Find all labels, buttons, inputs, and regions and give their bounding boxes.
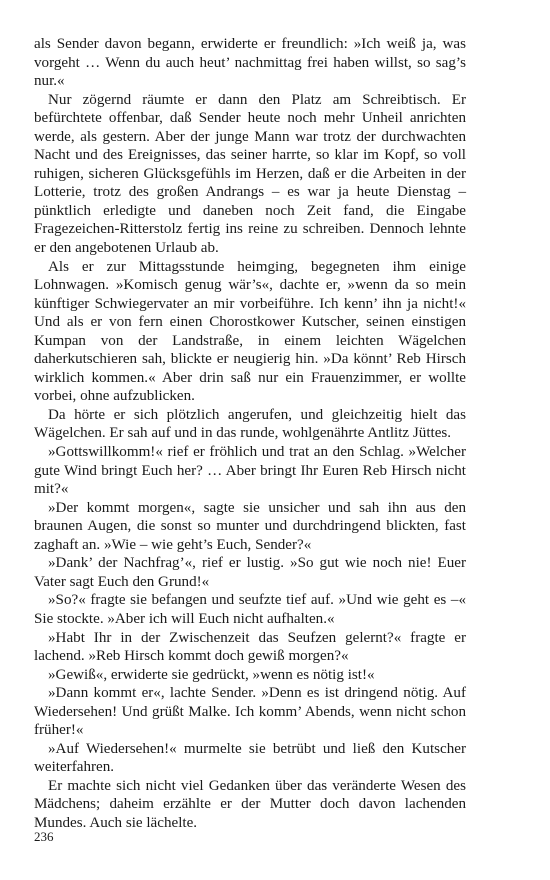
paragraph: Er machte sich nicht viel Gedanken über das veränderte Wesen des Mädchens; daheim erzählte er der Mutter doch davon lachenden Mundes. Auch sie lächelte. bbox=[34, 777, 466, 831]
page-number: 236 bbox=[34, 829, 54, 844]
paragraph: »Der kommt morgen«, sagte sie unsicher und sah ihn aus den braunen Augen, die sonst so munter und durchdringend blickten, fast zaghaft an. »Wie – wie geht’s Euch, Sender?« bbox=[34, 499, 466, 553]
paragraph: »So?« fragte sie befangen und seufzte tief auf. »Und wie geht es –« Sie stockte. »Aber ich will Euch nicht aufhalten.« bbox=[34, 592, 466, 627]
paragraph: »Dann kommt er«, lachte Sender. »Denn es ist dringend nötig. Auf Wiedersehen! Und grüßt Malke. Ich komm’ Abends, wenn nicht schon früher!« bbox=[34, 685, 466, 739]
paragraph: »Gewiß«, erwiderte sie gedrückt, »wenn es nötig ist!« bbox=[48, 666, 375, 683]
paragraph: »Auf Wiedersehen!« murmelte sie betrübt und ließ den Kutscher weiterfahren. bbox=[34, 740, 466, 776]
paragraph: Als er zur Mittagsstunde heimging, begegneten ihm einige Lohnwagen. »Komisch genug wär’s«, dachte er, »wenn da so mein künftiger Schwiegervater an mir vorbeiführe. Ich kenn’ ihn ja nicht!« Und als er von fern einen Chorostkower Kutscher, seinen einstigen Kumpan von der Landstraße, in einem leichten Wägelchen daherkutschieren sah, blickte er neugierig hin. »Da könnt’ Reb Hirsch wirklich kommen.« Aber drin saß nur ein Frauenzimmer, er wollte vorbei, ohne aufzublicken. bbox=[34, 258, 466, 405]
paragraph: als Sender davon begann, erwiderte er freundlich: »Ich weiß ja, was vorgeht … Wenn du auch heut’ nachmittag frei haben willst, so sag’s nur.« bbox=[34, 36, 466, 90]
paragraph: Nur zögernd räumte er dann den Platz am Schreibtisch. Er befürchtete offenbar, daß Sender heute noch mehr Unheil anrichten werde, als gestern. Aber der junge Mann war trotz der durchwachten Nacht und des Ereignisses, das seiner harrte, so klar im Kopf, so voll ruhigen, sicheren Glücksgefühls im Herzen, daß er die Arbeiten in der Lotterie, trotz des großen Andrangs – es war ja heute Dienstag – pünktlich erledigte und daneben noch Zeit fand, die Eingabe Fragezeichen-Ritterstolz fertig ins reine zu schreiben. Dennoch lehnte er den angebotenen Urlaub ab. bbox=[34, 91, 466, 257]
paragraph: »Gottswillkomm!« rief er fröhlich und trat an den Schlag. »Welcher gute Wind bringt Euch her? … Aber bringt Ihr Euren Reb Hirsch nicht mit?« bbox=[34, 444, 466, 498]
paragraph: »Dank’ der Nachfrag’«, rief er lustig. »So gut wie noch nie! Euer Vater sagt Euch den Grund!« bbox=[34, 555, 466, 590]
book-page-text bbox=[34, 35, 466, 833]
paragraph: Da hörte er sich plötzlich angerufen, und gleichzeitig hielt das Wägelchen. Er sah auf und in das runde, wohlgenährte Antlitz Jüttes. bbox=[34, 406, 466, 442]
paragraph: »Habt Ihr in der Zwischenzeit das Seufzen gelernt?« fragte er lachend. »Reb Hirsch kommt doch gewiß morgen?« bbox=[34, 629, 466, 665]
